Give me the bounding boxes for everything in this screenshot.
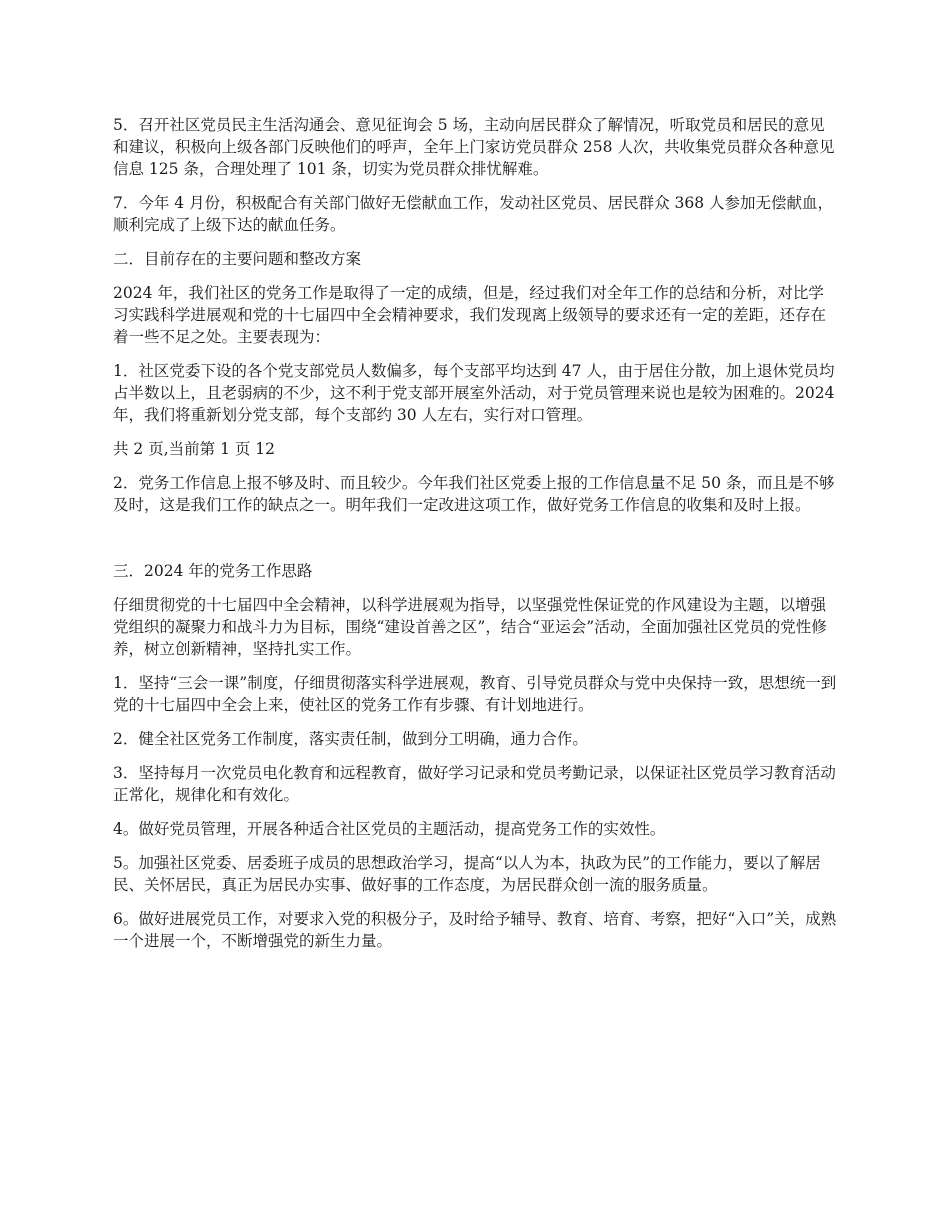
paragraph-item-5-meetings: 5．召开社区党员民主生活沟通会、意见征询会 5 场，主动向居民群众了解情况，听取党员和居民的意见和建议，积极向上级各部门反映他们的呼声，全年上门家访党员群众 258 人次，共收集党员群众各种意见信息 125 条，合理处理了 101 条，切实为党员群众排忧解难。 <box>113 116 835 178</box>
paragraph-plan-3: 3．坚持每月一次党员电化教育和远程教育，做好学习记录和党员考勤记录，以保证社区党员学习教育活动正常化，规律化和有效化。 <box>113 764 836 804</box>
paragraph-work-plan-intro: 仔细贯彻党的十七届四中全会精神，以科学进展观为指导，以坚强党性保证党的作风建设为主题，以增强党组织的凝聚力和战斗力为目标，围绕“建设首善之区”，结合“亚运会”活动，全面加强社区党员的党性修养，树立创新精神，坚持扎实工作。 <box>113 596 827 658</box>
paragraph-problems-intro: 2024 年，我们社区的党务工作是取得了一定的成绩，但是，经过我们对全年工作的总结和分析，对比学习实践科学进展观和党的十七届四中全会精神要求，我们发现离上级领导的要求还有一定的差距，还存在着一些不足之处。主要表现为： <box>113 284 827 346</box>
section-heading-work-plan: 三．2024 年的党务工作思路 <box>113 562 313 580</box>
paragraph-problem-1: 1．社区党委下设的各个党支部党员人数偏多，每个支部平均达到 47 人，由于居住分散，加上退休党员均占半数以上，且老弱病的不少，这不利于党支部开展室外活动，对于党员管理来说也是较为困难的。2024 年，我们将重新划分党支部，每个支部约 30 人左右，实行对口管理。 <box>113 362 835 424</box>
paragraph-item-7-blood-donation: 7．今年 4 月份，积极配合有关部门做好无偿献血工作，发动社区党员、居民群众 368 人参加无偿献血，顺利完成了上级下达的献血任务。 <box>113 194 834 234</box>
paragraph-problem-2: 2．党务工作信息上报不够及时、而且较少。今年我们社区党委上报的工作信息量不足 50 条，而且是不够及时，这是我们工作的缺点之一。明年我们一定改进这项工作，做好党务工作信息的收集和及时上报。 <box>113 474 835 514</box>
section-spacer <box>113 528 839 560</box>
document-body <box>113 114 839 964</box>
section-heading-problems: 二．目前存在的主要问题和整改方案 <box>113 250 362 268</box>
paragraph-plan-4: 4。做好党员管理，开展各种适合社区党员的主题活动，提高党务工作的实效性。 <box>113 820 666 838</box>
paragraph-plan-1: 1．坚持“三会一课”制度，仔细贯彻落实科学进展观，教育、引导党员群众与党中央保持一致，思想统一到党的十七届四中全会上来，使社区的党务工作有步骤、有计划地进行。 <box>113 674 837 714</box>
paragraph-plan-6: 6。做好进展党员工作，对要求入党的积极分子，及时给予辅导、教育、培育、考察，把好“入口”关，成熟一个进展一个，不断增强党的新生力量。 <box>113 910 837 950</box>
page-indicator: 共 2 页,当前第 1 页 12 <box>113 440 276 458</box>
paragraph-plan-2: 2．健全社区党务工作制度，落实责任制，做到分工明确，通力合作。 <box>113 730 588 748</box>
paragraph-plan-5: 5。加强社区党委、居委班子成员的思想政治学习，提高“以人为本，执政为民”的工作能力，要以了解居民、关怀居民，真正为居民办实事、做好事的工作态度，为居民群众创一流的服务质量。 <box>113 854 821 894</box>
